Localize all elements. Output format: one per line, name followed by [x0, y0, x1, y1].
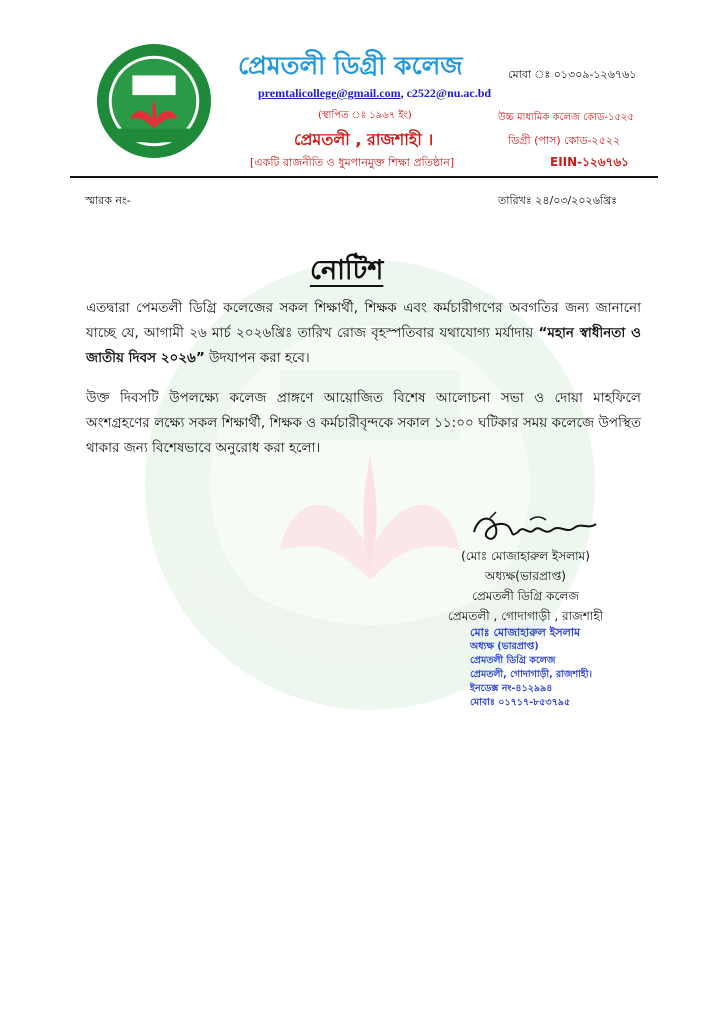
official-stamp	[470, 626, 610, 710]
email-row	[258, 86, 491, 101]
notice-title: নোটিশ	[310, 255, 384, 286]
hs-college-code: উচ্চ মাধ্যমিক কলেজ কোড-১৫২৫	[498, 112, 635, 123]
signatory-college: প্রেমতলী ডিগ্রি কলেজ	[471, 589, 580, 603]
stamp-address: প্রেমতলী, গোদাগাড়ী, রাজশাহী।	[470, 669, 593, 680]
institution-tagline: [একটি রাজনীতি ও ধুমপানমুক্ত শিক্ষা প্রতিষ্ঠান]	[250, 156, 455, 169]
notice-paragraph-2: উক্ত দিবসটি উপলক্ষ্যে কলেজ প্রাঙ্গণে আয়োজিত বিশেষ আলোচনা সভা ও দোয়া মাহফিলে অংশগ্রহণের লক্ষ্যে সকল শিক্ষার্থী, শিক্ষক ও কর্মচারীবৃন্দকে সকাল ১১:০০ ঘটিকার সময় কলেজে উপস্থিত থাকার জন্য বিশেষভাবে অনুরোধ করা হলো।	[86, 390, 641, 456]
handwritten-signature	[470, 506, 600, 548]
reference-number: স্মারক নং-	[85, 194, 131, 207]
notice-date: তারিখঃ ২৪/০৩/২০২৬খ্রিঃ	[498, 194, 618, 207]
signatory-address: প্রেমতলী , গোদাগাড়ী , রাজশাহী	[447, 609, 604, 623]
para1-text-start: এতদ্বারা পেমতলী ডিগ্রি কলেজের সকল শিক্ষার্থী, শিক্ষক এবং কর্মচারীগণের অবগতির জন্য জানানো যাচ্ছে যে, আগামী ২৬ মার্চ ২০২৬খ্রিঃ তারিখ রোজ বৃহস্পতিবার যথাযোগ্য মর্যাদায়	[86, 300, 641, 341]
established-year: (স্থাপিত ঃ ১৯৬৭ ইং)	[318, 110, 412, 121]
event-name: “মহান স্বাধীনতা ও জাতীয় দিবস ২০২৬”	[86, 325, 641, 366]
eiin-number: EIIN-১২৬৭৬১	[550, 155, 629, 169]
email-secondary[interactable]: c2522@nu.ac.bd	[406, 86, 492, 100]
college-name: প্রেমতলী ডিগ্রী কলেজ	[238, 51, 463, 80]
email-separator: ,	[400, 86, 404, 100]
stamp-name: মোঃ মোজাহারুল ইসলাম	[470, 626, 581, 639]
notice-paragraph-1	[86, 296, 641, 371]
para1-text-end: উদযাপন করা হবে।	[204, 350, 310, 366]
stamp-college: প্রেমতলী ডিগ্রি কলেজ	[470, 655, 556, 666]
signatory-name: (মোঃ মোজাহারুল ইসলাম)	[461, 549, 590, 563]
header-mobile: মোবা ঃ ০১৩০৯-১২৬৭৬১	[508, 68, 637, 81]
college-location: প্রেমতলী , রাজশাহী ।	[294, 130, 434, 149]
signatory-block	[408, 546, 643, 626]
stamp-index: ইনডেক্স নং-৪১২৯৯৪	[470, 683, 553, 694]
signatory-designation: অধ্যক্ষ(ভারপ্রাপ্ত)	[484, 569, 566, 583]
degree-pass-code: ডিগ্রী (পাস) কোড-২৫২২	[508, 134, 621, 147]
stamp-designation: অধ্যক্ষ (ভারপ্রাপ্ত)	[470, 641, 539, 652]
college-logo	[95, 42, 213, 160]
stamp-mobile: মোবাঃ ০১৭১৭-৮৫৩৭৯৫	[470, 697, 571, 708]
header-divider	[70, 176, 658, 178]
email-primary-link[interactable]: premtalicollege@gmail.com	[258, 86, 401, 100]
